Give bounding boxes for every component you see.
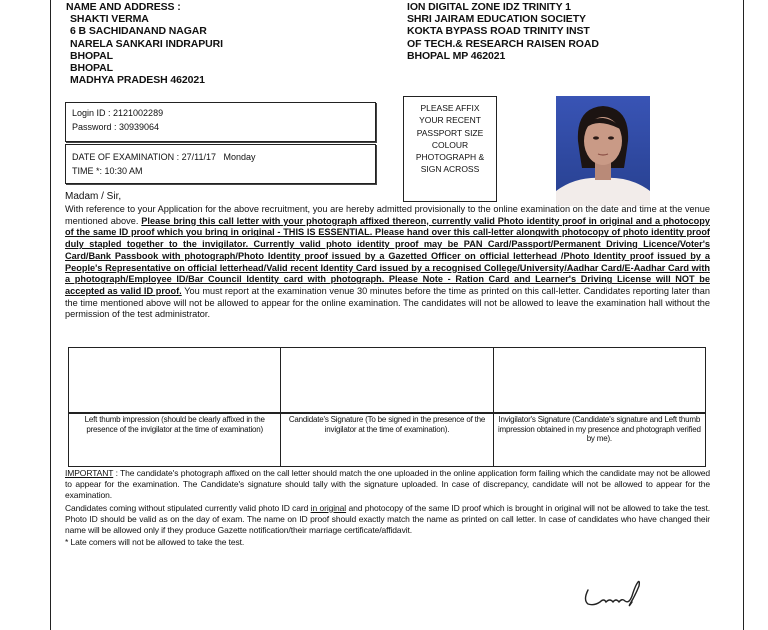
invigilator-signature-label: Invigilator's Signature (Candidate's signature and Left thumb impression obtained in my presence and photograph verified by me).	[493, 413, 705, 467]
venue-address-line: KOKTA BYPASS ROAD TRINITY INST	[407, 25, 590, 38]
candidate-signature-box	[281, 348, 493, 414]
exam-time: TIME *: 10:30 AM	[72, 166, 143, 176]
thumb-impression-box	[69, 348, 281, 414]
photo-instruction-line: SIGN ACROSS	[420, 164, 480, 175]
exam-schedule-box	[65, 144, 376, 184]
exam-date: DATE OF EXAMINATION : 27/11/17 Monday	[72, 152, 256, 162]
candidate-address-line: MADHYA PRADESH 462021	[70, 74, 205, 87]
greeting: Madam / Sir,	[65, 191, 122, 202]
venue-address-line: ION DIGITAL ZONE IDZ TRINITY 1	[407, 1, 571, 13]
signature-stroke	[586, 582, 640, 606]
reporting-instructions: You must report at the examination venue 30 minutes before the time as printed on this call-letter. Candidates reporting later than the time mentioned above will not be allowed to appear for the online examination. The candidates will not be allowed to leave the examination hall without the permission of the test administrator.	[65, 285, 710, 320]
photo-eye	[593, 136, 599, 139]
id-note-text: and photocopy of the same ID proof which is brought in original will not be allowed to take the test. Photo ID should be valid as on the day of exam. The name on ID proof should exactly match the name as printed on call letter. In case of candidates who have changed their name will be allowed only if they produce Gazette notification/their marriage certificate/affidavit.	[65, 502, 710, 536]
candidate-address-line: 6 B SACHIDANAND NAGAR	[70, 25, 207, 38]
candidate-name: SHAKTI VERMA	[70, 13, 149, 26]
venue-cut-heading	[407, 0, 599, 1]
candidate-signature-label: Candidate's Signature (To be signed in the presence of the invigilator at the time of examination).	[281, 413, 493, 467]
id-note-underlined: in original	[310, 502, 347, 513]
important-note	[65, 468, 710, 502]
id-note-text: Candidates coming without stipulated currently valid photo ID card	[65, 502, 311, 513]
photo-instruction-box	[403, 96, 497, 202]
intro-text: With reference to your Application for the above recruitment, you are hereby admitted provisionally to the online examination on the date and time at the venue mentioned above.	[65, 204, 710, 226]
candidate-address-line: BHOPAL	[70, 62, 113, 75]
important-text: : The candidate's photograph affixed on the call letter should match the one uploaded in the online application form failing which the candidate may not be allowed to appear for the examination. The Candidate's signature should tally with the signature uploaded. In case of discrepancy, candidate will not be allowed to appear for the examination.	[65, 468, 710, 501]
candidate-address-heading: NAME AND ADDRESS :	[66, 1, 181, 13]
login-id: Login ID : 2121002289	[72, 108, 164, 118]
late-comers-note: * Late comers will not be allowed to take the test.	[65, 537, 245, 548]
candidate-address-line: NARELA SANKARI INDRAPURI	[70, 37, 223, 50]
candidate-cut-heading	[66, 0, 223, 1]
password: Password : 30939064	[72, 122, 160, 132]
photo-instruction-line: PASSPORT SIZE	[416, 127, 484, 138]
id-note	[65, 503, 710, 537]
photo-instruction-line: PLEASE AFFIX	[420, 103, 480, 113]
important-label: IMPORTANT	[65, 468, 114, 478]
authority-signature	[580, 578, 650, 610]
venue-address-line: SHRI JAIRAM EDUCATION SOCIETY	[407, 13, 586, 26]
candidate-address-block	[66, 0, 223, 86]
photo-instruction-line: COLOUR	[431, 139, 469, 150]
admission-paragraph	[65, 204, 710, 321]
credentials-box	[65, 102, 376, 142]
candidate-address-line: BHOPAL	[70, 49, 113, 62]
photo-instruction-line: YOUR RECENT	[419, 115, 481, 126]
thumb-impression-label: Left thumb impression (should be clearly affixed in the presence of the invigilator at the time of examination)	[69, 413, 281, 467]
important-notes	[65, 468, 710, 548]
venue-address-block	[407, 0, 599, 62]
candidate-photo-image	[556, 96, 650, 206]
candidate-photo	[556, 96, 650, 206]
venue-address-line: OF TECH.& RESEARCH RAISEN ROAD	[407, 37, 599, 50]
photo-instruction-line: PHOTOGRAPH &	[415, 152, 485, 163]
signature-table	[68, 347, 706, 467]
venue-address-line: BHOPAL MP 462021	[407, 49, 506, 62]
id-proof-instructions: Please bring this call letter with your photograph affixed thereon, currently valid Photo identity proof in original and a photocopy of the same ID proof which you bring in original - THIS IS ESSENTIAL. Please hand over this call-letter alongwith photocopy of photo identity proof duly stapled together to the invigilator. Currently valid photo identity proof may be PAN Card/Passport/Permanent Driving Licence/Voter's Card/Bank Passbook with photograph/Photo Identity proof issued by a Gazetted Officer on official letterhead /Photo Identity proof issued by a People's Representative on official letterhead/Valid recent Identity Card issued by a recognised College/University/Aadhar Card/E-Aadhar Card with a photograph/Employee ID/Bar Council Identity card with photograph. Please Note - Ration Card and Learner's Driving License will NOT be accepted as valid ID proof.	[65, 215, 710, 296]
invigilator-signature-box	[493, 348, 705, 414]
photo-eye	[608, 136, 614, 139]
